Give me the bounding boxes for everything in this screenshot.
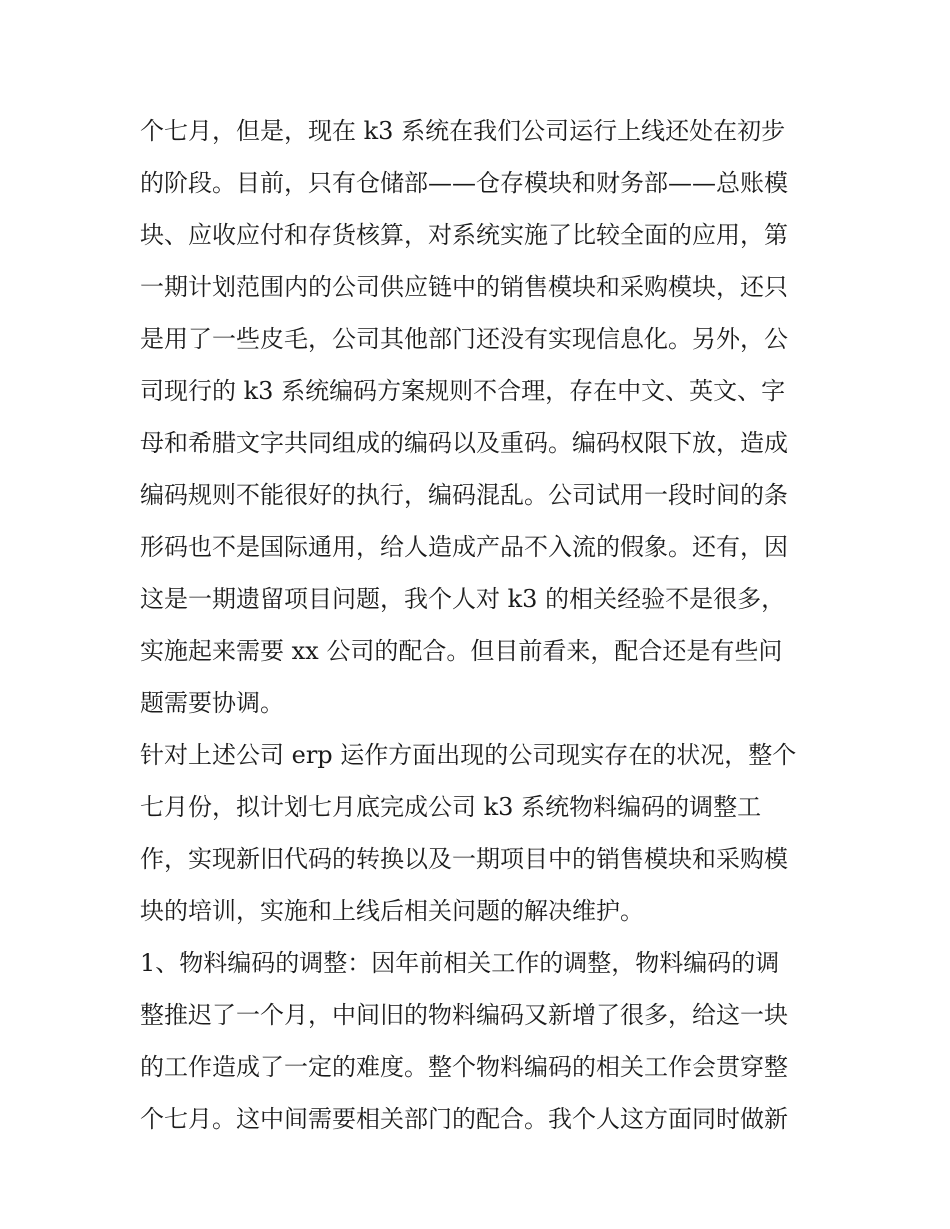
text-line: 一期计划范围内的公司供应链中的销售模块和采购模块，还只	[140, 273, 788, 301]
text-line: 的工作造成了一定的难度。整个物料编码的相关工作会贯穿整	[140, 1053, 788, 1081]
text-line: 题需要协调。	[140, 689, 284, 717]
text-line: 七月份，拟计划七月底完成公司 k3 系统物料编码的调整工	[140, 793, 762, 821]
text-line: 这是一期遗留项目问题，我个人对 k3 的相关经验不是很多，	[140, 585, 786, 613]
text-line: 形码也不是国际通用，给人造成产品不入流的假象。还有，因	[140, 533, 788, 561]
text-line: 编码规则不能很好的执行，编码混乱。公司试用一段时间的条	[140, 481, 788, 509]
text-line: 块、应收应付和存货核算，对系统实施了比较全面的应用，第	[140, 221, 788, 249]
text-line: 块的培训，实施和上线后相关问题的解决维护。	[140, 897, 644, 925]
text-line: 个七月，但是，现在 k3 系统在我们公司运行上线还处在初步	[140, 117, 786, 145]
text-line: 1、物料编码的调整：因年前相关工作的调整，物料编码的调	[140, 949, 780, 977]
text-line: 母和希腊文字共同组成的编码以及重码。编码权限下放，造成	[140, 429, 788, 457]
document-body	[140, 105, 840, 1145]
paragraph-erp-status	[140, 105, 840, 729]
text-line: 的阶段。目前，只有仓储部——仓存模块和财务部——总账模	[140, 169, 788, 197]
paragraph-material-coding	[140, 937, 840, 1145]
paragraph-july-plan	[140, 729, 840, 937]
text-line: 整推迟了一个月，中间旧的物料编码又新增了很多，给这一块	[140, 1001, 788, 1029]
text-line: 是用了一些皮毛，公司其他部门还没有实现信息化。另外，公	[140, 325, 788, 353]
text-line: 作，实现新旧代码的转换以及一期项目中的销售模块和采购模	[140, 845, 788, 873]
text-line: 实施起来需要 xx 公司的配合。但目前看来，配合还是有些问	[140, 637, 783, 665]
text-line: 司现行的 k3 系统编码方案规则不合理，存在中文、英文、字	[140, 377, 786, 405]
text-line: 针对上述公司 erp 运作方面出现的公司现实存在的状况，整个	[140, 741, 797, 769]
text-line: 个七月。这中间需要相关部门的配合。我个人这方面同时做新	[140, 1105, 788, 1133]
